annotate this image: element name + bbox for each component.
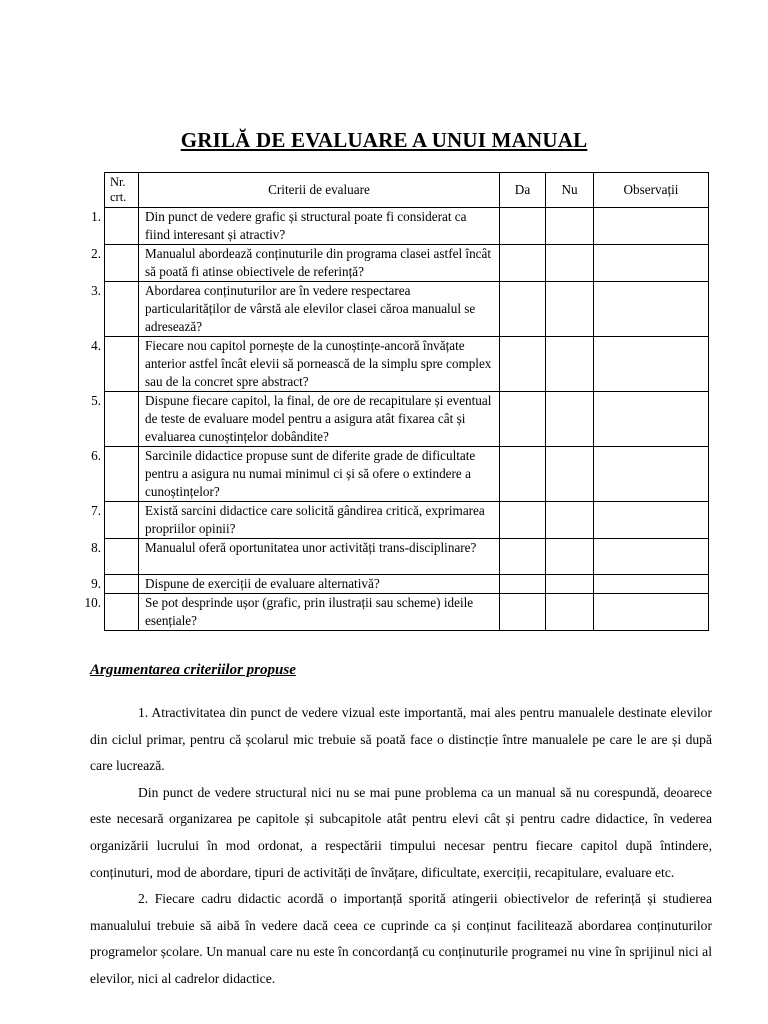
row-number-cell <box>91 392 139 447</box>
row-number-cell <box>91 447 139 502</box>
row-number-cell <box>84 594 139 631</box>
observatii-cell <box>594 337 709 392</box>
row-number-cell <box>91 575 139 594</box>
row-number: 3. <box>91 283 101 298</box>
table-row <box>105 337 709 392</box>
observatii-cell <box>594 575 709 594</box>
document-title: GRILĂ DE EVALUARE A UNUI MANUAL <box>180 128 588 152</box>
da-cell <box>500 245 546 282</box>
header-da: Da <box>500 173 546 208</box>
nu-cell <box>546 245 594 282</box>
row-number-cell <box>91 208 139 245</box>
observatii-cell <box>594 245 709 282</box>
row-number: 2. <box>91 246 101 261</box>
da-cell <box>500 502 546 539</box>
criterion-text: Dispune de exerciții de evaluare alternativă? <box>139 575 500 594</box>
observatii-cell <box>594 502 709 539</box>
observatii-cell <box>594 594 709 631</box>
observatii-cell <box>594 208 709 245</box>
criterion-text: Dispune fiecare capitol, la final, de ore de recapitulare și eventual de teste de evaluare model pentru a asigura atât fixarea cât și evaluarea cunoștințelor dobândite? <box>139 392 500 447</box>
nu-cell <box>546 208 594 245</box>
section-heading: Argumentarea criteriilor propuse <box>90 662 296 678</box>
da-cell <box>500 392 546 447</box>
table-row <box>105 539 709 575</box>
table-row <box>105 502 709 539</box>
table-row <box>105 447 709 502</box>
observatii-cell <box>594 447 709 502</box>
nu-cell <box>546 392 594 447</box>
observatii-cell <box>594 539 709 575</box>
criterion-text: Abordarea conținuturilor are în vedere respectarea particularităților de vârstă ale elevilor clasei căroa manualul se adresează? <box>139 282 500 337</box>
table-row <box>105 282 709 337</box>
nu-cell <box>546 502 594 539</box>
header-nu: Nu <box>546 173 594 208</box>
row-number: 1. <box>91 209 101 224</box>
table-row <box>105 392 709 447</box>
row-number-cell <box>91 539 139 575</box>
row-number-cell <box>91 502 139 539</box>
da-cell <box>500 575 546 594</box>
row-number-cell <box>91 337 139 392</box>
paragraph: 2. Fiecare cadru didactic acordă o importanță sporită atingerii obiectivelor de referință și studierea manualului trebuie să aibă în vedere dacă ceea ce cuprinde ca și conținut facilitează abordarea conținuturilor programelor școlare. Un manual care nu este în concordanță cu conținuturile programei nu vine în sprijinul nici al elevilor, nici al cadrelor didactice. <box>90 891 712 986</box>
da-cell <box>500 337 546 392</box>
nu-cell <box>546 539 594 575</box>
table-row <box>105 575 709 594</box>
row-number: 10. <box>84 595 101 610</box>
nu-cell <box>546 447 594 502</box>
row-number: 6. <box>91 448 101 463</box>
da-cell <box>500 282 546 337</box>
row-number-cell <box>91 245 139 282</box>
nu-cell <box>546 594 594 631</box>
observatii-cell <box>594 282 709 337</box>
criterion-text: Din punct de vedere grafic și structural poate fi considerat ca fiind interesant și atractiv? <box>139 208 500 245</box>
paragraph: 1. Atractivitatea din punct de vedere vizual este importantă, mai ales pentru manualele destinate elevilor din ciclul primar, pentru că școlarul mic trebuie să poată face o distincție între manualele pe care le are și după care lucrează. <box>90 705 712 774</box>
criterion-text: Manualul abordează conținuturile din programa clasei astfel încât să poată fi atinse obiectivele de referință? <box>139 245 500 282</box>
row-number: 8. <box>91 540 101 555</box>
row-number: 5. <box>91 393 101 408</box>
criterion-text: Se pot desprinde ușor (grafic, prin ilustrații sau scheme) ideile esențiale? <box>139 594 500 631</box>
table-row <box>105 594 709 631</box>
header-observatii: Observații <box>594 173 709 208</box>
evaluation-grid-table <box>84 172 709 631</box>
row-number: 7. <box>91 503 101 518</box>
da-cell <box>500 208 546 245</box>
nu-cell <box>546 282 594 337</box>
body-text <box>90 700 712 993</box>
header-nr-crt: Nr. crt. <box>105 173 139 208</box>
observatii-cell <box>594 392 709 447</box>
criterion-text: Sarcinile didactice propuse sunt de diferite grade de dificultate pentru a asigura nu numai minimul ci și să ofere o extindere a cunoștințelor? <box>139 447 500 502</box>
paragraph: Din punct de vedere structural nici nu se mai pune problema ca un manual să nu corespundă, deoarece este necesară organizarea pe capitole și subcapitole atât pentru elevi cât și pentru cadre didactice, în vederea organizării lucrului în mod ordonat, a respectării timpului necesar pentru fiecare capitol după întindere, conținuturi, mod de abordare, tipuri de activități de învățare, dificultate, exerciții, recapitulare, evaluare etc. <box>90 784 712 880</box>
da-cell <box>500 539 546 575</box>
criterion-text: Există sarcini didactice care solicită gândirea critică, exprimarea propriilor opinii? <box>139 502 500 539</box>
da-cell <box>500 447 546 502</box>
nu-cell <box>546 337 594 392</box>
nu-cell <box>546 575 594 594</box>
table-row <box>105 245 709 282</box>
table-row <box>105 208 709 245</box>
row-number-cell <box>91 282 139 337</box>
row-number: 9. <box>91 576 101 591</box>
criterion-text: Fiecare nou capitol pornește de la cunoștințe-ancoră învățate anterior astfel încât elevii să pornească de la simplu spre complex sau de la concret spre abstract? <box>139 337 500 392</box>
header-criteria: Criterii de evaluare <box>139 173 500 208</box>
table-header-row <box>105 173 709 208</box>
da-cell <box>500 594 546 631</box>
row-number: 4. <box>91 338 101 353</box>
criterion-text: Manualul oferă oportunitatea unor activități trans-disciplinare? <box>139 539 500 575</box>
